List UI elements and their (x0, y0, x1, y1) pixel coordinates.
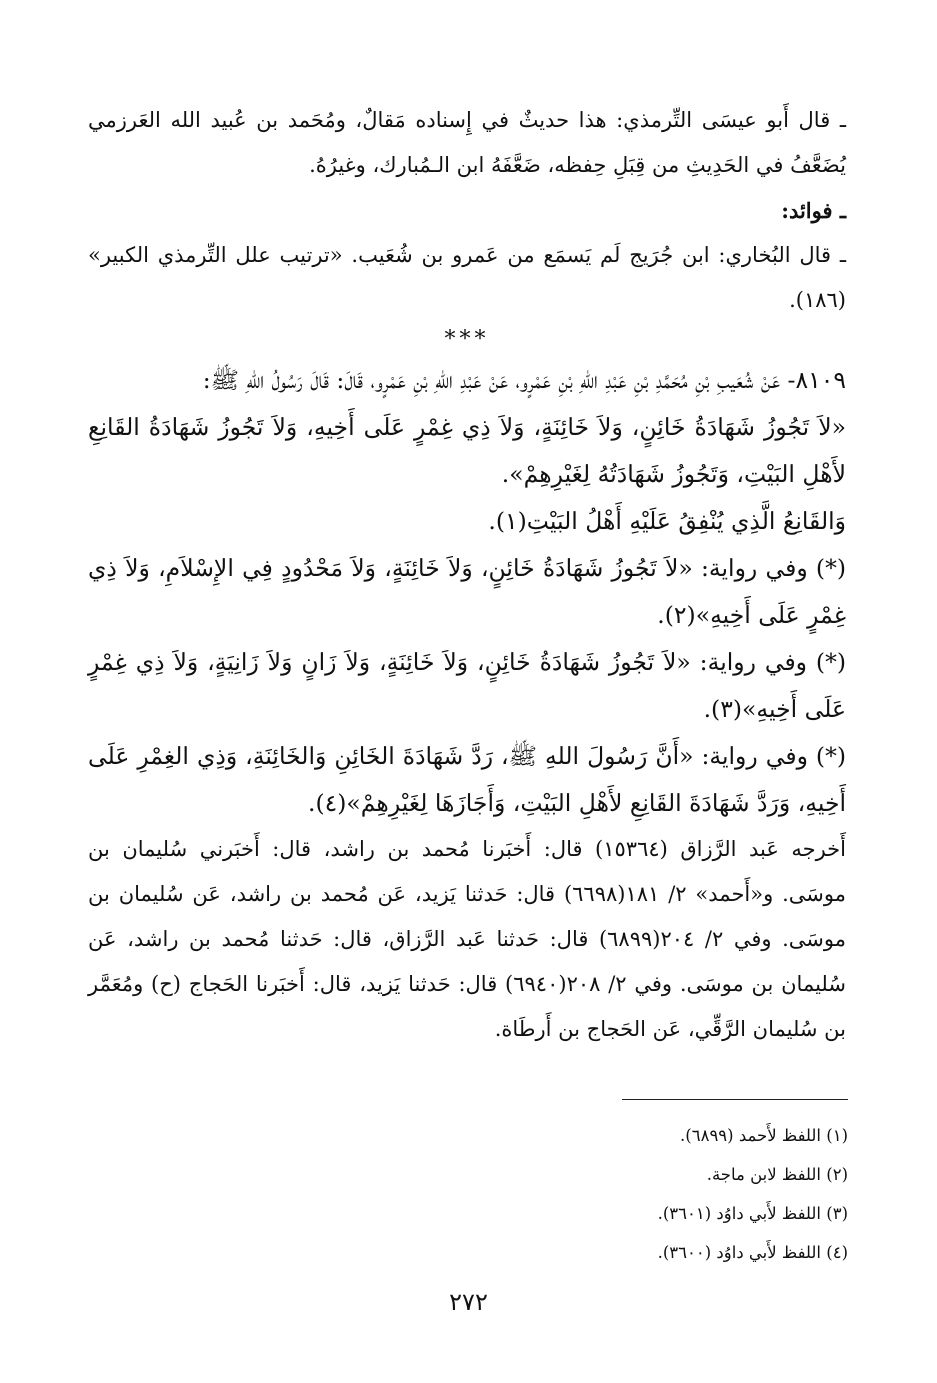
hadith-variant-2: (*) وفي رواية: «لاَ تَجُوزُ شَهَادَةُ خَائِنٍ، وَلاَ خَائِنَةٍ، وَلاَ زَانٍ وَلاَ زَانِيَةٍ، وَلاَ ذِي غِمْرٍ عَلَى أَخِيهِ»(٣). (88, 648, 846, 723)
commentary-tirmidhi: ـ قال أَبو عيسَى التِّرمذي: هذا حديثٌ في إِسناده مَقالٌ، ومُحَمد بن عُبيد الله العَرزمي يُضَعَّفُ في الحَدِيثِ من قِبَلِ حِفظه، ضَعَّفَهُ ابن الـمُبارك، وغيرُهُ. (88, 108, 846, 177)
section-separator: *** (444, 327, 490, 352)
takhrij-paragraph: أَخرجه عَبد الرَّزاق (١٥٣٦٤) قال: أَخبَرنا مُحمد بن راشد، قال: أَخبَرني سُليمان بن موسَى. و«أَحمد» ٢/ ١٨١(٦٦٩٨) قال: حَدثنا يَزيد، عَن مُحمد بن راشد، عَن سُليمان بن موسَى. وفي ٢/ ٢٠٤(٦٨٩٩) قال: حَدثنا عَبد الرَّزاق، قال: حَدثنا مُحمد بن راشد، عَن سُليمان بن موسَى. وفي ٢/ ٢٠٨(٦٩٤٠) قال: حَدثنا يَزيد، قال: أَخبَرنا الحَجاج (ح) ومُعَمَّر بن سُليمان الرَّقِّي، عَن الحَجاج بن أَرطَاة. (88, 837, 847, 1041)
footnote-separator (622, 1099, 848, 1100)
fawaid-heading: ـ فوائد: (781, 198, 846, 223)
hadith-isnad: ٨١٠٩- عَنْ شُعَيبِ بْنِ مُحَمَّدِ بْنِ عَبْدِ اللهِ بْنِ عَمْرٍو، عَنْ عَبْدِ اللهِ بْنِ عَمْرٍو، قَالَ: قَالَ رَسُولُ اللهِ ﷺ: (202, 366, 846, 394)
hadith-variant-3: (*) وفي رواية: «أَنَّ رَسُولَ اللهِ ﷺ، رَدَّ شَهَادَةَ الخَائِنِ وَالخَائِنَةِ، وَذِي الغِمْرِ عَلَى أَخِيهِ، وَرَدَّ شَهَادَةَ القَانِعِ لأَهْلِ البَيْتِ، وَأَجَازَهَا لِغَيْرِهِمْ»(٤). (88, 742, 846, 817)
footnote-1: (١) اللفظ لأَحمد (٦٨٩٩). (680, 1126, 848, 1145)
commentary-bukhari: ـ قال البُخاري: ابن جُرَيج لَم يَسمَع من عَمرو بن شُعَيب. «ترتيب علل التِّرمذي الكبير» (١٨٦). (88, 243, 846, 312)
hadith-variant-1: (*) وفي رواية: «لاَ تَجُوزُ شَهَادَةُ خَائِنٍ، وَلاَ خَائِنَةٍ، وَلاَ مَحْدُودٍ فِي الإِسْلاَمِ، وَلاَ ذِي غِمْرٍ عَلَى أَخِيهِ»(٢). (88, 554, 846, 629)
footnote-2: (٢) اللفظ لابن ماجة. (706, 1165, 848, 1184)
hadith-explanation: وَالقَانِعُ الَّذِي يُنْفِقُ عَلَيْهِ أَهْلُ البَيْتِ(١). (488, 507, 846, 535)
hadith-matn: «لاَ تَجُوزُ شَهَادَةُ خَائِنٍ، وَلاَ خَائِنَةٍ، وَلاَ ذِي غِمْرٍ عَلَى أَخِيهِ، وَلاَ تَجُوزُ شَهَادَةُ القَانِعِ لأَهْلِ البَيْتِ، وَتَجُوزُ شَهَادَتُهُ لِغَيْرِهِمْ». (88, 413, 846, 488)
footnote-4: (٤) اللفظ لأَبي داوُد (٣٦٠٠). (657, 1243, 848, 1262)
footnotes (90, 1116, 848, 1272)
page-body (88, 98, 846, 1052)
footnote-3: (٣) اللفظ لأَبي داوُد (٣٦٠١). (657, 1204, 848, 1223)
page-number: ٢٧٢ (449, 1288, 488, 1316)
